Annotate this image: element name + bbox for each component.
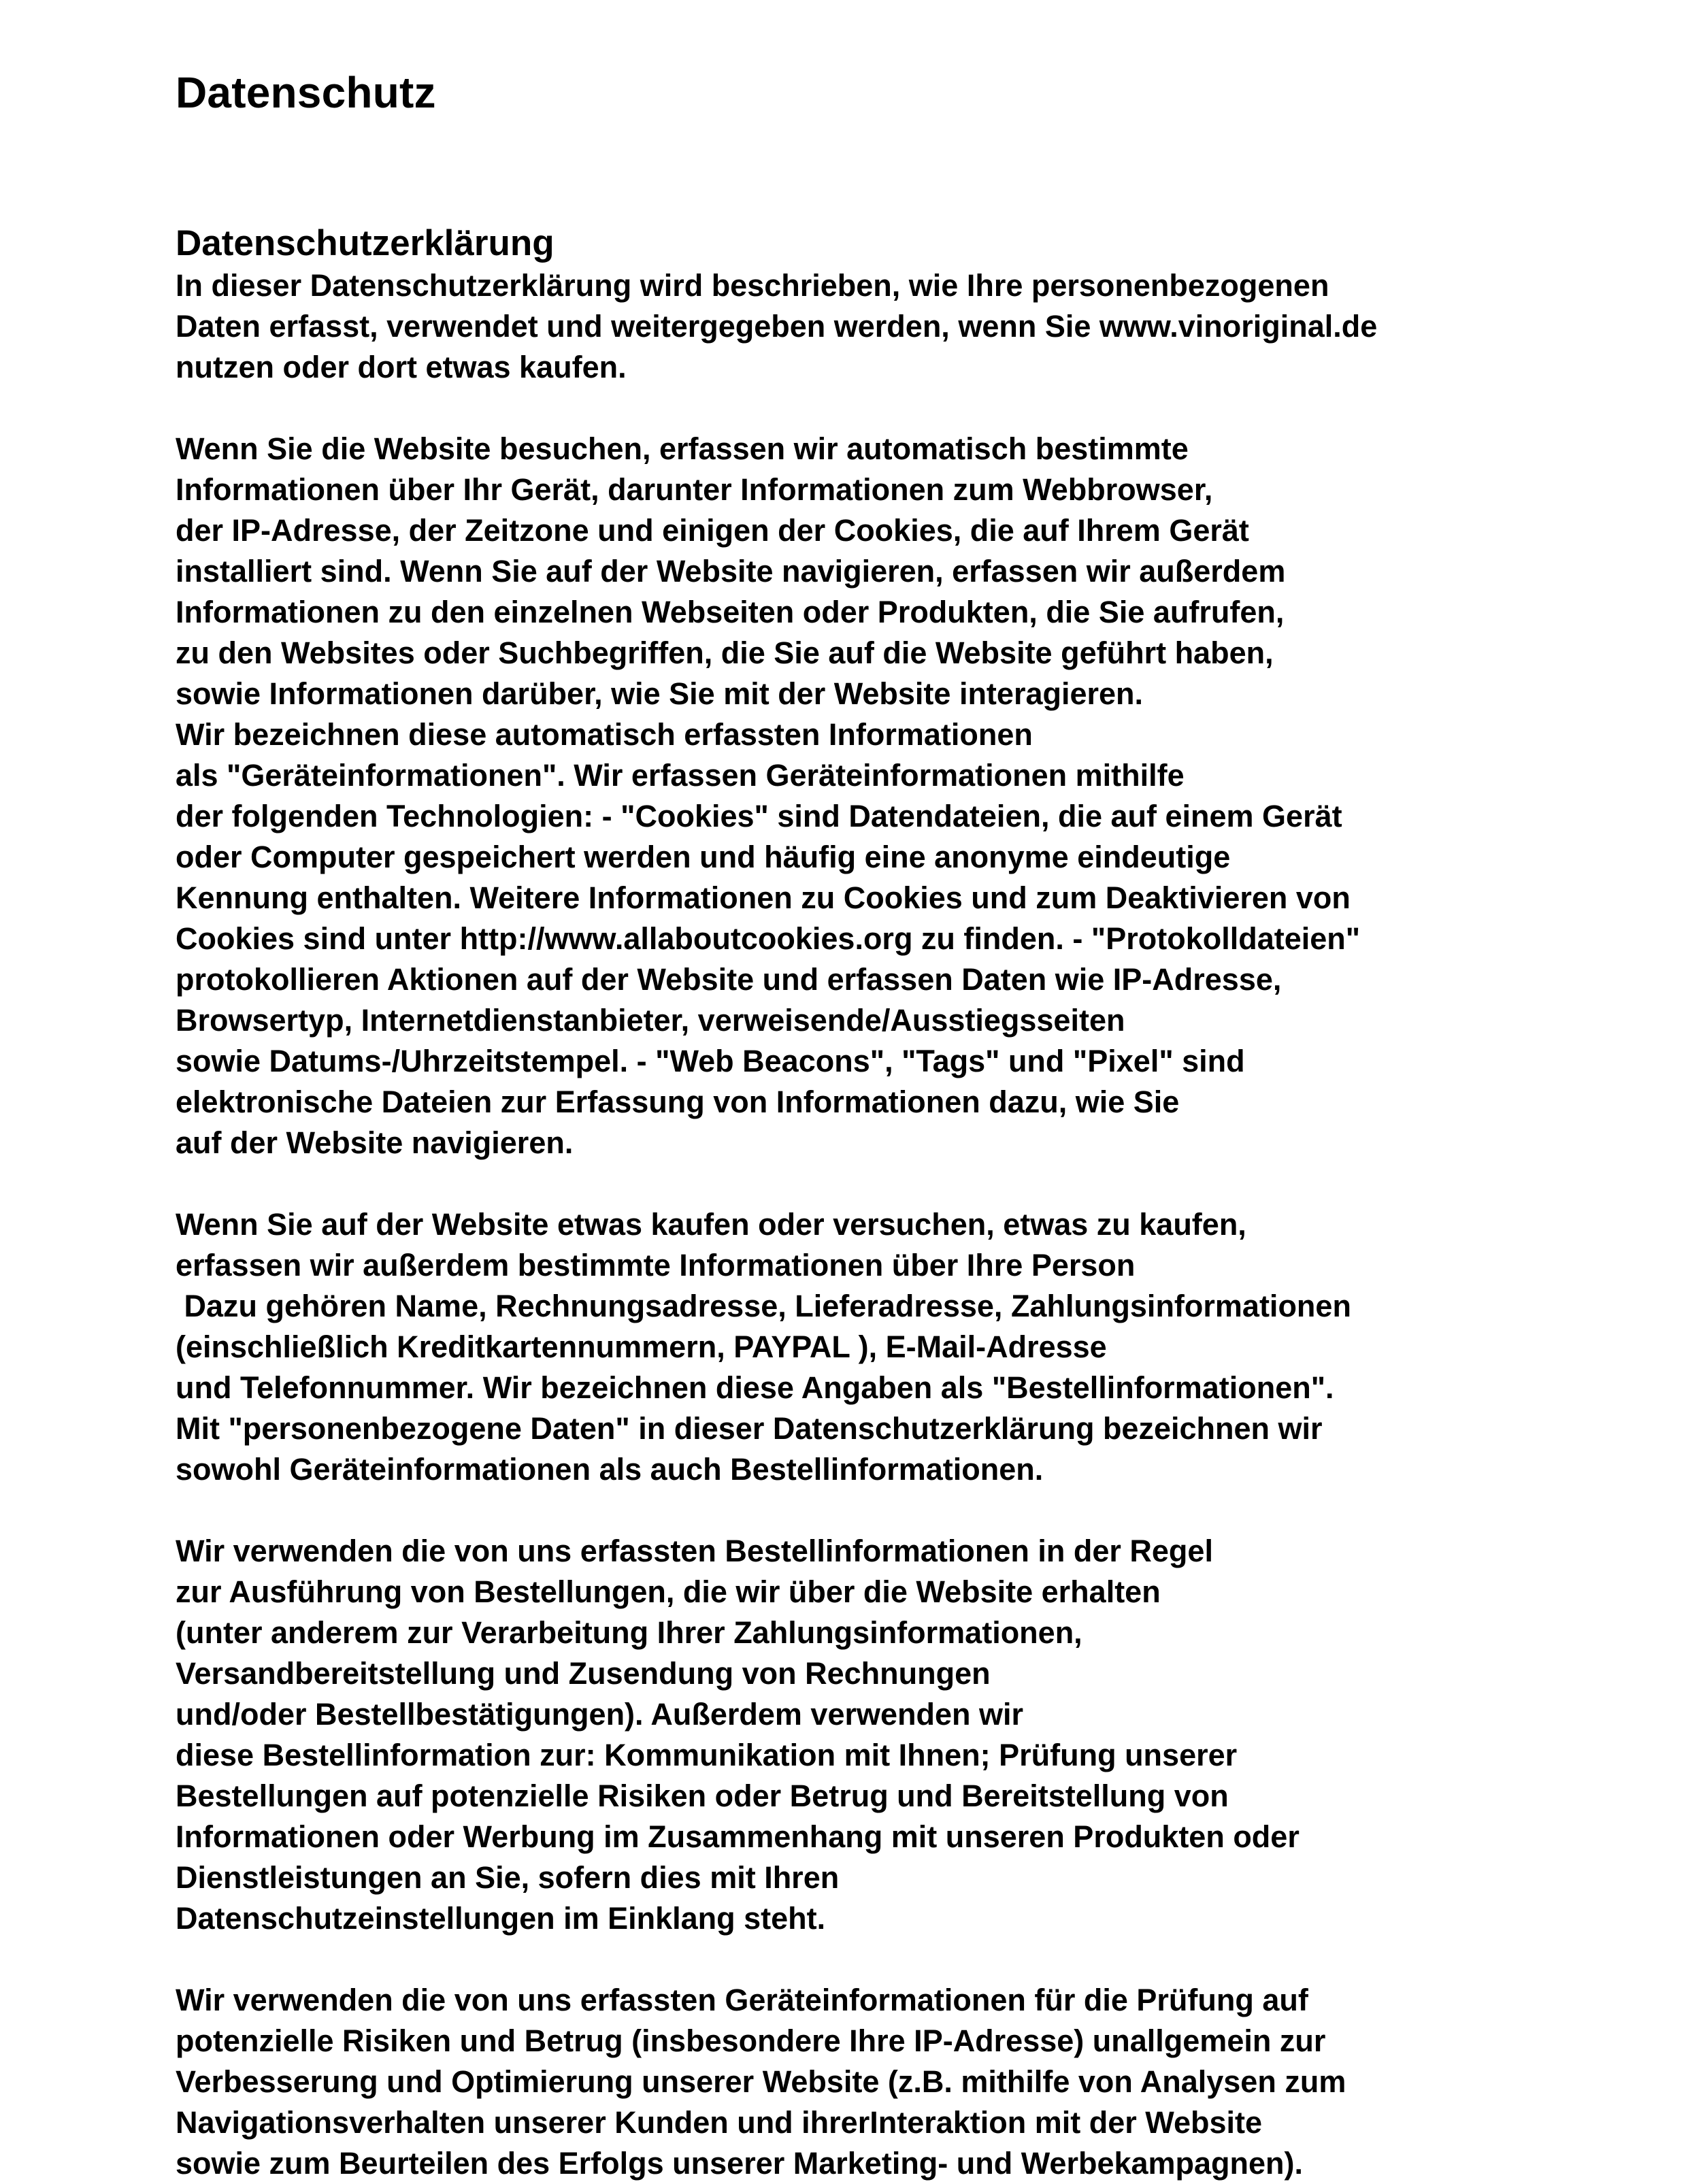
- paragraph-line: Wir bezeichnen diese automatisch erfassten Informationen: [176, 717, 1033, 752]
- paragraph-line: Wir verwenden die von uns erfassten Geräteinformationen für die Prüfung auf: [176, 1983, 1308, 2017]
- paragraph-line: Informationen über Ihr Gerät, darunter Informationen zum Webbrowser,: [176, 472, 1213, 507]
- paragraph-line: Daten erfasst, verwendet und weitergegeben werden, wenn Sie www.vinoriginal.de: [176, 309, 1378, 344]
- paragraph-line: protokollieren Aktionen auf der Website und erfassen Daten wie IP-Adresse,: [176, 962, 1282, 997]
- paragraph: [176, 1531, 1638, 1939]
- paragraph-line: erfassen wir außerdem bestimmte Informationen über Ihre Person: [176, 1248, 1136, 1283]
- paragraph-line: und/oder Bestellbestätigungen). Außerdem verwenden wir: [176, 1697, 1024, 1732]
- page-title: Datenschutz: [176, 68, 436, 117]
- paragraph-line: sowie Informationen darüber, wie Sie mit der Website interagieren.: [176, 676, 1144, 711]
- paragraph-line: sowie Datums-/Uhrzeitstempel. - "Web Beacons", "Tags" und "Pixel" sind: [176, 1044, 1245, 1078]
- paragraph-line: der IP-Adresse, der Zeitzone und einigen der Cookies, die auf Ihrem Gerät: [176, 513, 1249, 548]
- paragraph-line: auf der Website navigieren.: [176, 1125, 574, 1160]
- paragraph-line: Verbesserung und Optimierung unserer Website (z.B. mithilfe von Analysen zum: [176, 2064, 1346, 2099]
- paragraph-line: diese Bestellinformation zur: Kommunikation mit Ihnen; Prüfung unserer: [176, 1738, 1238, 1772]
- paragraph-line: Informationen oder Werbung im Zusammenhang mit unseren Produkten oder: [176, 1819, 1300, 1854]
- paragraph-line: zu den Websites oder Suchbegriffen, die Sie auf die Website geführt haben,: [176, 635, 1274, 670]
- paragraph-line: (einschließlich Kreditkartennummern, PAYPAL ), E-Mail-Adresse: [176, 1329, 1107, 1364]
- section-title: Datenschutzerklärung: [176, 223, 555, 263]
- paragraph-line: nutzen oder dort etwas kaufen.: [176, 350, 627, 384]
- paragraph-line: Wir verwenden die von uns erfassten Bestellinformationen in der Regel: [176, 1534, 1213, 1568]
- paragraph-line: Navigationsverhalten unserer Kunden und ihrerInteraktion mit der Website: [176, 2105, 1262, 2140]
- paragraph-line: Datenschutzeinstellungen im Einklang steht.: [176, 1901, 826, 1936]
- paragraph-line: Dienstleistungen an Sie, sofern dies mit Ihren: [176, 1860, 840, 1895]
- paragraph: [176, 429, 1638, 1163]
- paragraph: [176, 1980, 1638, 2184]
- paragraph-line: und Telefonnummer. Wir bezeichnen diese Angaben als "Bestellinformationen".: [176, 1370, 1334, 1405]
- document-body: [176, 265, 1638, 2184]
- paragraph-line: sowohl Geräteinformationen als auch Bestellinformationen.: [176, 1452, 1044, 1487]
- paragraph-line: Wenn Sie die Website besuchen, erfassen wir automatisch bestimmte: [176, 431, 1189, 466]
- paragraph-line: potenzielle Risiken und Betrug (insbesondere Ihre IP-Adresse) unallgemein zur: [176, 2023, 1326, 2058]
- paragraph-line: sowie zum Beurteilen des Erfolgs unserer Marketing- und Werbekampagnen).: [176, 2146, 1304, 2181]
- paragraph-line: Dazu gehören Name, Rechnungsadresse, Lieferadresse, Zahlungsinformationen: [176, 1289, 1351, 1323]
- paragraph: [176, 265, 1638, 388]
- paragraph-line: In dieser Datenschutzerklärung wird beschrieben, wie Ihre personenbezogenen: [176, 268, 1329, 303]
- paragraph-line: (unter anderem zur Verarbeitung Ihrer Zahlungsinformationen,: [176, 1615, 1082, 1650]
- paragraph-line: Cookies sind unter http://www.allaboutcookies.org zu finden. - "Protokolldateien": [176, 921, 1361, 956]
- paragraph-line: als "Geräteinformationen". Wir erfassen Geräteinformationen mithilfe: [176, 758, 1185, 793]
- paragraph-line: oder Computer gespeichert werden und häufig eine anonyme eindeutige: [176, 840, 1231, 874]
- paragraph-line: Versandbereitstellung und Zusendung von Rechnungen: [176, 1656, 991, 1691]
- document-page: [176, 65, 1638, 2184]
- paragraph: [176, 1204, 1638, 1490]
- paragraph-line: Mit "personenbezogene Daten" in dieser Datenschutzerklärung bezeichnen wir: [176, 1411, 1323, 1446]
- paragraph-line: zur Ausführung von Bestellungen, die wir über die Website erhalten: [176, 1574, 1161, 1609]
- paragraph-line: Bestellungen auf potenzielle Risiken oder Betrug und Bereitstellung von: [176, 1778, 1229, 1813]
- paragraph-line: der folgenden Technologien: - "Cookies" sind Datendateien, die auf einem Gerät: [176, 799, 1342, 833]
- paragraph-line: Browsertyp, Internetdienstanbieter, verweisende/Ausstiegsseiten: [176, 1003, 1125, 1038]
- paragraph-line: Kennung enthalten. Weitere Informationen zu Cookies und zum Deaktivieren von: [176, 880, 1351, 915]
- paragraph-line: installiert sind. Wenn Sie auf der Website navigieren, erfassen wir außerdem: [176, 554, 1286, 589]
- paragraph-line: Wenn Sie auf der Website etwas kaufen oder versuchen, etwas zu kaufen,: [176, 1207, 1246, 1242]
- paragraph-line: Informationen zu den einzelnen Webseiten oder Produkten, die Sie aufrufen,: [176, 595, 1285, 629]
- paragraph-line: elektronische Dateien zur Erfassung von Informationen dazu, wie Sie: [176, 1085, 1180, 1119]
